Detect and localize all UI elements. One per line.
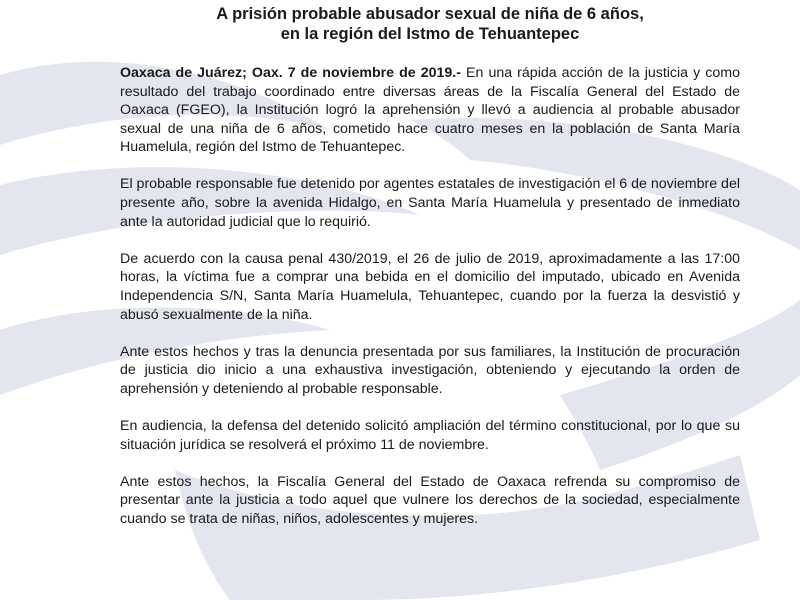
title-line-1: A prisión probable abusador sexual de niña de 6 años,: [216, 5, 644, 23]
paragraph-1-body: En una rápida acción de la justicia y como resultado del trabajo coordinado entre diversas áreas de la Fiscalía General del Estado de Oaxaca (FGEO), la Institución logró la aprehensión y llevó a audiencia al probable abusador sexual de una niña de 6 años, cometido hace cuatro meses en la población de Santa María Huamelula, región del Istmo de Tehuantepec.: [120, 65, 740, 156]
paragraph-2: El probable responsable fue detenido por agentes estatales de investigación el 6 de noviembre del presente año, sobre la avenida Hidalgo, en Santa María Huamelula y presentado de inmediato ante la autoridad judicial que lo requirió.: [120, 176, 740, 230]
paragraph-1: [120, 64, 740, 157]
dateline: Oaxaca de Juárez; Oax. 7 de noviembre de 2019.-: [120, 65, 461, 81]
paragraph-3: De acuerdo con la causa penal 430/2019, el 26 de julio de 2019, aproximadamente a las 17:00 horas, la víctima fue a comprar una bebida en el domicilio del imputado, ubicado en Avenida Independencia S/N, Santa María Huamelula, Tehuantepec, cuando por la fuerza la desvistió y abusó sexualmente de la niña.: [120, 250, 740, 323]
document-content: [120, 0, 740, 528]
document-title: [120, 0, 740, 44]
paragraph-6: Ante estos hechos, la Fiscalía General del Estado de Oaxaca refrenda su compromiso de presentar ante la justicia a todo aquel que vulnere los derechos de la sociedad, especialmente cuando se trata de niñas, niños, adolescentes y mujeres.: [120, 473, 740, 527]
paragraph-5: En audiencia, la defensa del detenido solicitó ampliación del término constitucional, por lo que su situación jurídica se resolverá el próximo 11 de noviembre.: [120, 417, 740, 453]
paragraph-4: Ante estos hechos y tras la denuncia presentada por sus familiares, la Institución de procuración de justicia dio inicio a una exhaustiva investigación, obteniendo y ejecutando la orden de aprehensión y deteniendo al probable responsable.: [120, 343, 740, 397]
title-line-2: en la región del Istmo de Tehuantepec: [280, 25, 580, 43]
